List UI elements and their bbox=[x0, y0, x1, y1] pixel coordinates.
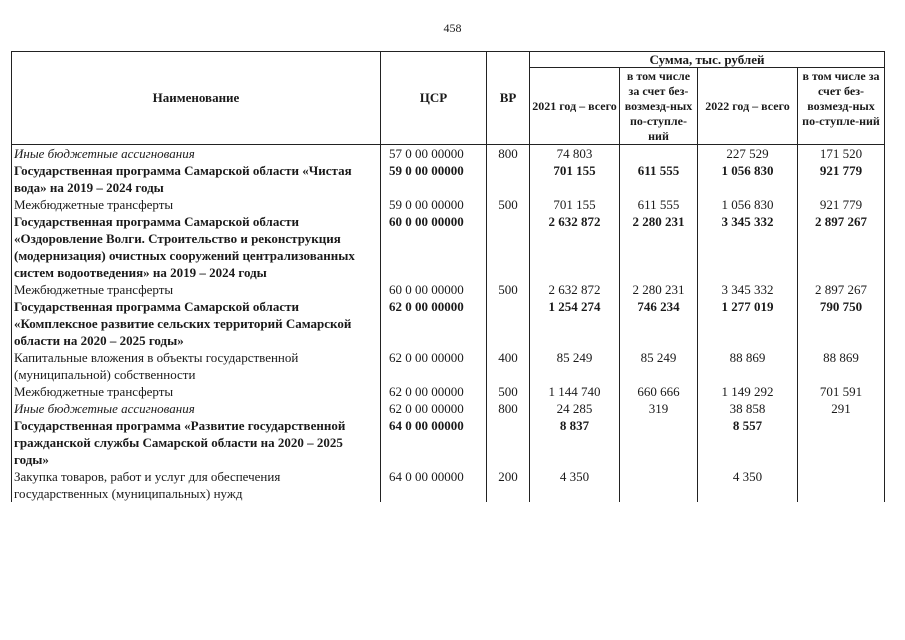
row-2022-total: 88 869 bbox=[698, 349, 798, 383]
row-2022-total: 3 345 332 bbox=[698, 213, 798, 281]
row-2021-gratuitous bbox=[620, 468, 698, 502]
row-vr: 800 bbox=[487, 145, 530, 163]
row-name: Закупка товаров, работ и услуг для обеспечения государственных (муниципальных) нужд bbox=[12, 468, 381, 502]
row-csr: 60 0 00 00000 bbox=[381, 281, 487, 298]
row-vr: 400 bbox=[487, 349, 530, 383]
table-row bbox=[12, 213, 885, 281]
row-2021-gratuitous: 611 555 bbox=[620, 196, 698, 213]
row-2021-gratuitous: 2 280 231 bbox=[620, 213, 698, 281]
table-row bbox=[12, 145, 885, 163]
row-2021-total: 1 144 740 bbox=[530, 383, 620, 400]
row-csr: 60 0 00 00000 bbox=[381, 213, 487, 281]
row-2021-gratuitous: 85 249 bbox=[620, 349, 698, 383]
header-csr: ЦСР bbox=[381, 52, 487, 145]
table-body bbox=[12, 145, 885, 503]
header-2021-total: 2021 год – всего bbox=[530, 68, 620, 145]
row-2021-total: 2 632 872 bbox=[530, 281, 620, 298]
row-2022-gratuitous: 921 779 bbox=[798, 162, 885, 196]
row-csr: 64 0 00 00000 bbox=[381, 468, 487, 502]
row-name: Государственная программа «Развитие государственной гражданской службы Самарской области на 2020 – 2025 годы» bbox=[12, 417, 381, 468]
row-2022-gratuitous bbox=[798, 468, 885, 502]
row-2022-total: 4 350 bbox=[698, 468, 798, 502]
row-2021-total: 24 285 bbox=[530, 400, 620, 417]
row-2021-total: 1 254 274 bbox=[530, 298, 620, 349]
budget-table bbox=[11, 51, 885, 502]
header-sum: Сумма, тыс. рублей bbox=[530, 52, 885, 68]
row-name: Государственная программа Самарской области «Чистая вода» на 2019 – 2024 годы bbox=[12, 162, 381, 196]
table-row bbox=[12, 349, 885, 383]
row-2022-total: 1 056 830 bbox=[698, 196, 798, 213]
row-vr bbox=[487, 213, 530, 281]
table-row bbox=[12, 417, 885, 468]
row-2022-total: 227 529 bbox=[698, 145, 798, 163]
row-csr: 62 0 00 00000 bbox=[381, 349, 487, 383]
row-2021-total: 85 249 bbox=[530, 349, 620, 383]
row-2021-gratuitous bbox=[620, 417, 698, 468]
row-2021-total: 4 350 bbox=[530, 468, 620, 502]
table-row bbox=[12, 281, 885, 298]
row-csr: 62 0 00 00000 bbox=[381, 298, 487, 349]
row-vr bbox=[487, 162, 530, 196]
header-name: Наименование bbox=[12, 52, 381, 145]
table-row bbox=[12, 162, 885, 196]
row-vr: 800 bbox=[487, 400, 530, 417]
row-csr: 59 0 00 00000 bbox=[381, 162, 487, 196]
row-2022-gratuitous: 790 750 bbox=[798, 298, 885, 349]
table-row bbox=[12, 298, 885, 349]
row-2021-total: 8 837 bbox=[530, 417, 620, 468]
row-name: Государственная программа Самарской области «Комплексное развитие сельских территорий Самарской области на 2020 – 2025 годы» bbox=[12, 298, 381, 349]
row-name: Межбюджетные трансферты bbox=[12, 281, 381, 298]
header-2021-gratuitous: в том числе за счет без-возмезд-ных по-ступле-ний bbox=[620, 68, 698, 145]
page-number: 458 bbox=[443, 21, 462, 35]
row-csr: 59 0 00 00000 bbox=[381, 196, 487, 213]
table-header bbox=[12, 52, 885, 145]
row-vr: 200 bbox=[487, 468, 530, 502]
row-2021-gratuitous bbox=[620, 145, 698, 163]
table-row bbox=[12, 196, 885, 213]
row-2022-gratuitous: 291 bbox=[798, 400, 885, 417]
row-2022-gratuitous: 171 520 bbox=[798, 145, 885, 163]
table-row bbox=[12, 400, 885, 417]
row-2022-gratuitous: 88 869 bbox=[798, 349, 885, 383]
row-2022-total: 1 056 830 bbox=[698, 162, 798, 196]
row-csr: 64 0 00 00000 bbox=[381, 417, 487, 468]
row-name: Иные бюджетные ассигнования bbox=[12, 400, 381, 417]
row-2022-total: 1 149 292 bbox=[698, 383, 798, 400]
row-csr: 62 0 00 00000 bbox=[381, 383, 487, 400]
row-2022-total: 3 345 332 bbox=[698, 281, 798, 298]
header-2022-total: 2022 год – всего bbox=[698, 68, 798, 145]
row-2021-gratuitous: 2 280 231 bbox=[620, 281, 698, 298]
row-2021-gratuitous: 660 666 bbox=[620, 383, 698, 400]
row-vr: 500 bbox=[487, 383, 530, 400]
row-vr: 500 bbox=[487, 196, 530, 213]
row-name: Капитальные вложения в объекты государственной (муниципальной) собственности bbox=[12, 349, 381, 383]
row-2022-total: 8 557 bbox=[698, 417, 798, 468]
row-name: Государственная программа Самарской области «Оздоровление Волги. Строительство и реконструкция (модернизация) очистных сооружений централизованных систем водоотведения» на 2019 – 2024 годы bbox=[12, 213, 381, 281]
row-2022-gratuitous: 2 897 267 bbox=[798, 281, 885, 298]
row-name: Межбюджетные трансферты bbox=[12, 196, 381, 213]
row-2022-gratuitous: 701 591 bbox=[798, 383, 885, 400]
row-2022-total: 1 277 019 bbox=[698, 298, 798, 349]
row-vr bbox=[487, 298, 530, 349]
row-2022-gratuitous bbox=[798, 417, 885, 468]
row-2021-total: 2 632 872 bbox=[530, 213, 620, 281]
row-name: Межбюджетные трансферты bbox=[12, 383, 381, 400]
row-2021-gratuitous: 746 234 bbox=[620, 298, 698, 349]
row-2022-gratuitous: 2 897 267 bbox=[798, 213, 885, 281]
table-row bbox=[12, 468, 885, 502]
row-2021-total: 74 803 bbox=[530, 145, 620, 163]
row-name: Иные бюджетные ассигнования bbox=[12, 145, 381, 163]
header-vr: ВР bbox=[487, 52, 530, 145]
row-vr: 500 bbox=[487, 281, 530, 298]
row-2021-total: 701 155 bbox=[530, 162, 620, 196]
row-2021-gratuitous: 319 bbox=[620, 400, 698, 417]
row-2021-gratuitous: 611 555 bbox=[620, 162, 698, 196]
table-row bbox=[12, 383, 885, 400]
header-2022-gratuitous: в том числе за счет без-возмезд-ных по-ступле-ний bbox=[798, 68, 885, 145]
row-vr bbox=[487, 417, 530, 468]
row-2022-total: 38 858 bbox=[698, 400, 798, 417]
row-csr: 62 0 00 00000 bbox=[381, 400, 487, 417]
row-2022-gratuitous: 921 779 bbox=[798, 196, 885, 213]
row-2021-total: 701 155 bbox=[530, 196, 620, 213]
row-csr: 57 0 00 00000 bbox=[381, 145, 487, 163]
